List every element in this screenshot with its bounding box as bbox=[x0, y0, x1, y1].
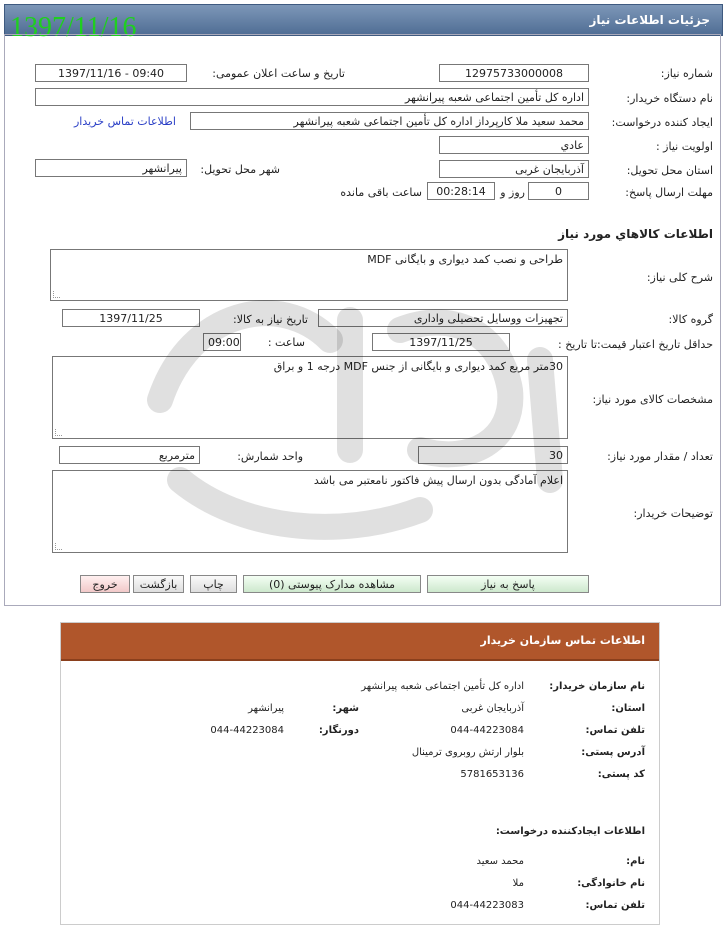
goods-section-title: اطلاعات کالاهاي مورد نياز bbox=[558, 227, 713, 241]
attachments-button[interactable]: مشاهده مدارک پیوستی (0) bbox=[243, 575, 421, 593]
requester-field[interactable]: محمد سعید ملا کارپرداز اداره کل تأمین اجتماعی شعبه پیرانشهر bbox=[190, 112, 589, 130]
contact-fax-value: 044-44223084 bbox=[210, 725, 284, 736]
buyer-contact-link[interactable]: اطلاعات تماس خریدار bbox=[74, 115, 176, 128]
buyer-org-field[interactable]: اداره کل تأمین اجتماعی شعبه پیرانشهر bbox=[35, 88, 589, 106]
buyer-org-label: نام دستگاه خریدار: bbox=[626, 92, 713, 105]
contact-org-label: نام سازمان خریدار: bbox=[549, 681, 645, 692]
creator-name-value: محمد سعید bbox=[476, 856, 524, 867]
creator-phone-value: 044-44223083 bbox=[450, 900, 524, 911]
contact-phone-value: 044-44223084 bbox=[450, 725, 524, 736]
need-number-field[interactable]: 12975733000008 bbox=[439, 64, 589, 82]
creator-phone-label: تلفن تماس: bbox=[585, 900, 645, 911]
group-field[interactable]: تجهیزات ووسایل تحصیلی واداری bbox=[318, 309, 568, 327]
time-field[interactable]: 09:00 bbox=[203, 333, 241, 351]
summary-label: شرح کلی نیاز: bbox=[646, 271, 713, 284]
group-label: گروه کالا: bbox=[668, 313, 713, 326]
contact-fax-label: دورنگار: bbox=[318, 725, 359, 736]
contact-address-label: آدرس پستی: bbox=[581, 747, 645, 758]
city-field[interactable]: پیرانشهر bbox=[35, 159, 187, 177]
exit-button[interactable]: خروج bbox=[80, 575, 130, 593]
reply-button[interactable]: پاسخ به نیاز bbox=[427, 575, 589, 593]
summary-textarea[interactable]: طراحی و نصب کمد دیواری و بایگانی MDF bbox=[50, 249, 568, 301]
city-label: شهر محل تحویل: bbox=[200, 163, 280, 176]
province-field[interactable]: آذربایجان غربی bbox=[439, 160, 589, 178]
contact-card-title: اطلاعات تماس سازمان خریدار bbox=[480, 634, 645, 647]
announce-label: تاریخ و ساعت اعلان عمومی: bbox=[212, 67, 345, 80]
creator-name-label: نام: bbox=[626, 856, 645, 867]
contact-postal-value: 5781653136 bbox=[460, 769, 524, 780]
contact-province-label: استان: bbox=[611, 703, 645, 714]
big-date: 1397/11/16 bbox=[10, 12, 137, 43]
priority-label: اولویت نیاز : bbox=[655, 140, 713, 153]
deadline-days-field[interactable]: 0 bbox=[528, 182, 589, 200]
contact-city-value: پیرانشهر bbox=[248, 703, 284, 714]
requester-label: ایجاد کننده درخواست: bbox=[611, 116, 713, 129]
specs-textarea[interactable]: 30متر مربع کمد دیواری و بایگانی از جنس MDF درجه 1 و براق bbox=[52, 356, 568, 439]
contact-city-label: شهر: bbox=[332, 703, 359, 714]
contact-phone-label: تلفن تماس: bbox=[585, 725, 645, 736]
contact-card bbox=[60, 622, 660, 925]
need-date-field[interactable]: 1397/11/25 bbox=[62, 309, 200, 327]
qty-field[interactable]: 30 bbox=[418, 446, 568, 464]
buyer-notes-textarea[interactable]: اعلام آمادگی بدون ارسال پیش فاکتور نامعتبر می باشد bbox=[52, 470, 568, 553]
back-button[interactable]: بازگشت bbox=[133, 575, 184, 593]
until-date-field[interactable]: 1397/11/25 bbox=[372, 333, 510, 351]
days-word: روز و bbox=[500, 186, 525, 199]
unit-field[interactable]: مترمربع bbox=[59, 446, 200, 464]
unit-label: واحد شمارش: bbox=[237, 450, 303, 463]
province-label: استان محل تحویل: bbox=[626, 164, 713, 177]
announce-field[interactable]: 1397/11/16 - 09:40 bbox=[35, 64, 187, 82]
creator-family-value: ملا bbox=[512, 878, 524, 889]
need-number-label: شماره نیاز: bbox=[660, 67, 713, 80]
time-label: ساعت : bbox=[267, 336, 305, 349]
contact-card-header bbox=[61, 623, 659, 661]
deadline-time-field[interactable]: 00:28:14 bbox=[427, 182, 495, 200]
contact-postal-label: کد پستی: bbox=[597, 769, 645, 780]
remaining-word: ساعت باقی مانده bbox=[340, 186, 422, 199]
buyer-notes-label: توضیحات خریدار: bbox=[633, 507, 713, 520]
contact-province-value: آذربایجان غربی bbox=[461, 703, 524, 714]
validity-label: حداقل تاریخ اعتبار قیمت: bbox=[597, 338, 713, 351]
need-date-label: تاریخ نیاز به کالا: bbox=[233, 313, 308, 326]
contact-address-value: بلوار ارتش روبروی ترمینال bbox=[411, 747, 524, 758]
priority-field[interactable]: عادي bbox=[439, 136, 589, 154]
until-date-label: تا تاریخ : bbox=[558, 338, 597, 351]
deadline-label: مهلت ارسال پاسخ: bbox=[625, 186, 713, 199]
specs-label: مشخصات کالای مورد نیاز: bbox=[592, 393, 713, 406]
qty-label: تعداد / مقدار مورد نیاز: bbox=[607, 450, 713, 463]
creator-family-label: نام خانوادگی: bbox=[577, 878, 645, 889]
contact-org-value: اداره کل تأمین اجتماعی شعبه پیرانشهر bbox=[361, 681, 524, 692]
creator-section-title: اطلاعات ایجادکننده درخواست: bbox=[495, 826, 645, 837]
page-title: جزئیات اطلاعات نیاز bbox=[589, 13, 710, 27]
print-button[interactable]: چاپ bbox=[190, 575, 237, 593]
